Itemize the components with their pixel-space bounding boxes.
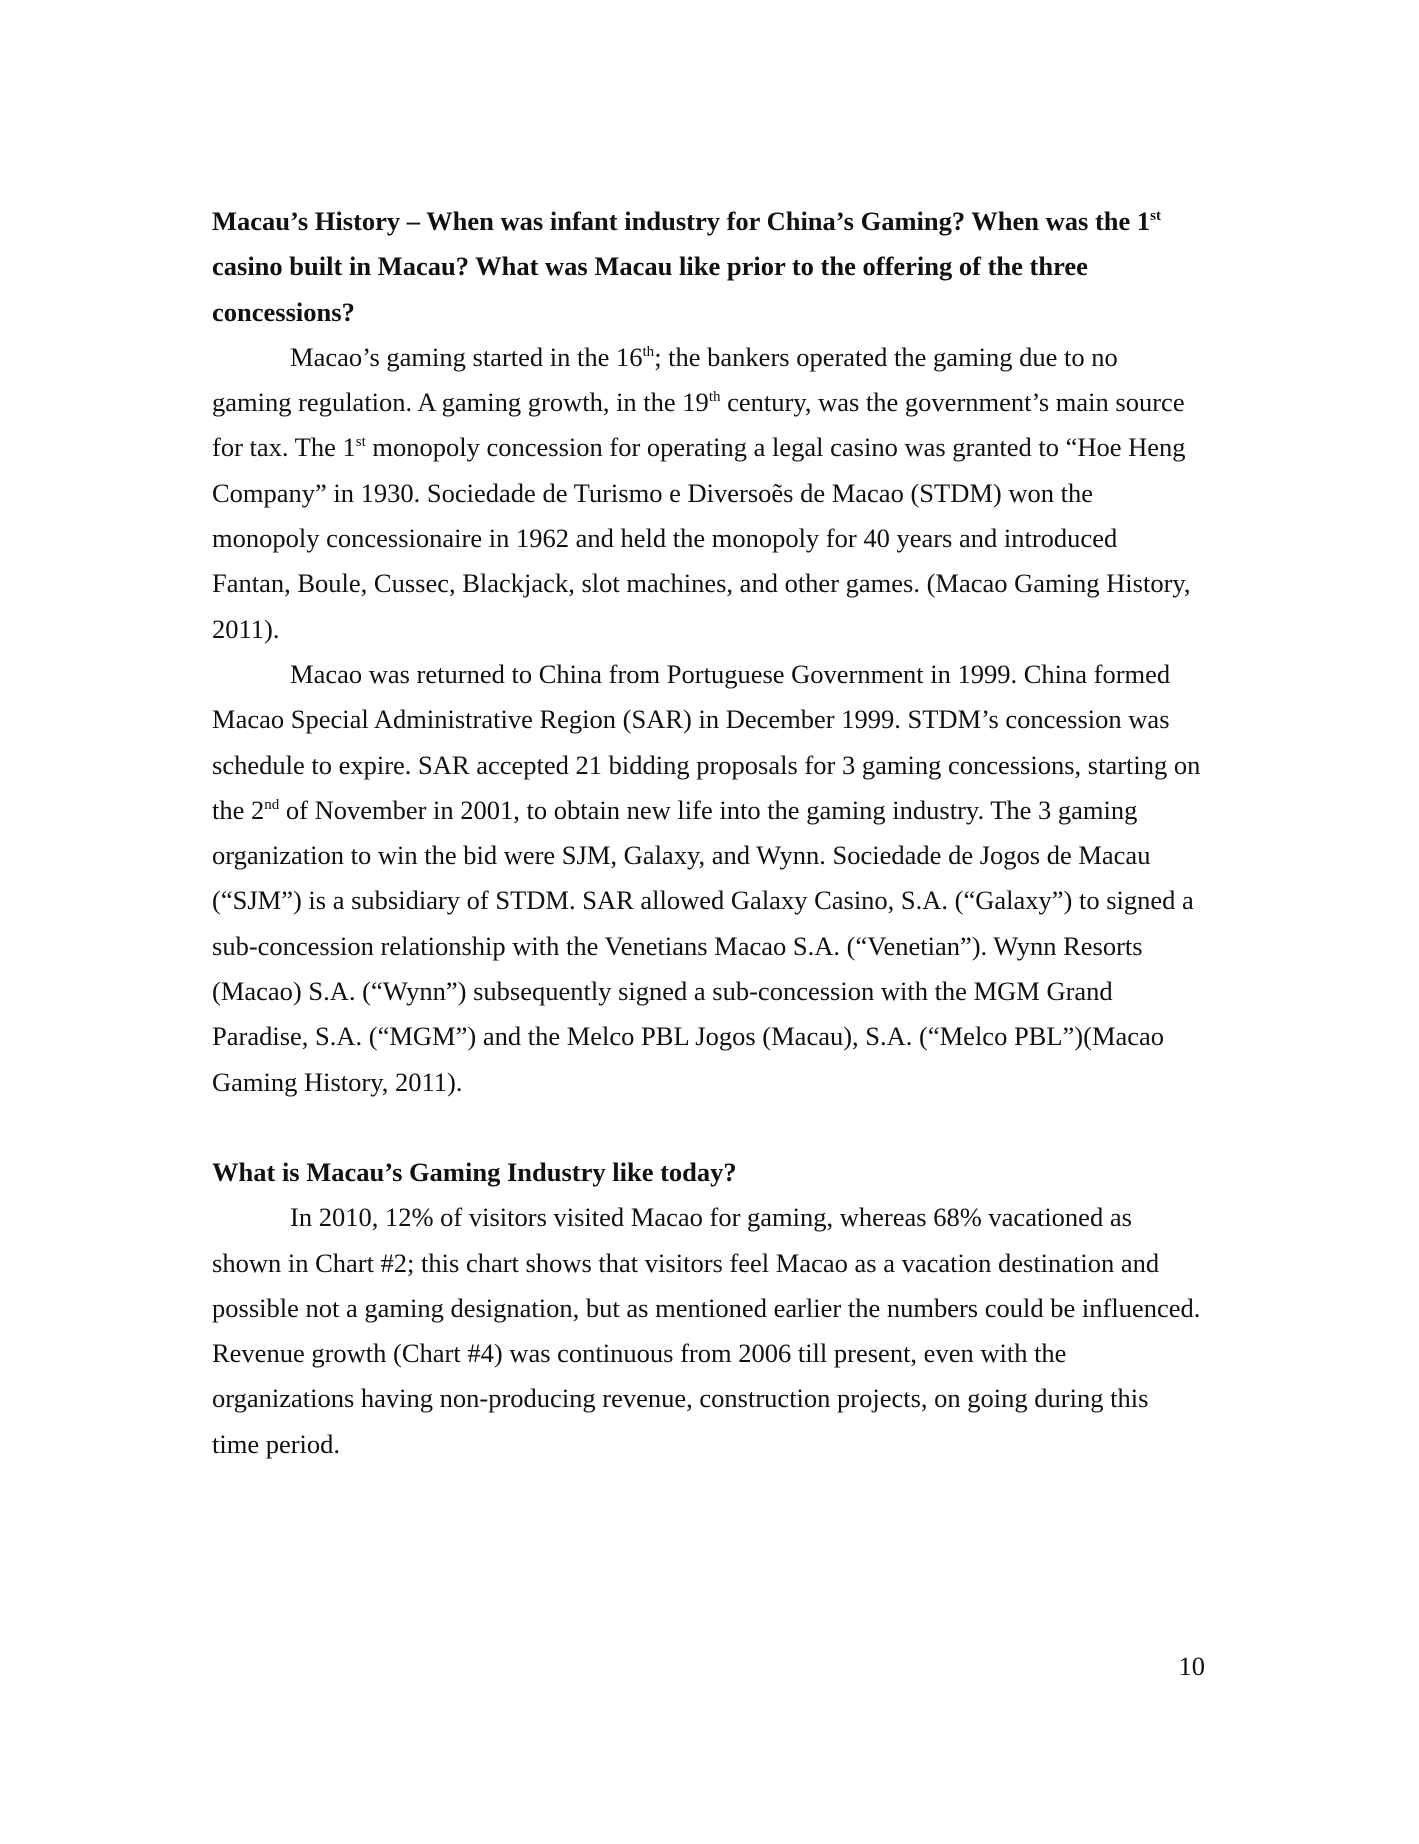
paragraph-gaming-origins xyxy=(212,335,1202,652)
heading-text-part2: casino built in Macau? What was Macau like prior to the offering of the three concessions? xyxy=(212,251,1088,327)
paragraph-text: of November in 2001, to obtain new life into the gaming industry. The 3 gaming organization to win the bid were SJM, Galaxy, and Wynn. Sociedade de Jogos de Macau (“SJM”) is a subsidiary of STDM. SAR allowed Galaxy Casino, S.A. (“Galaxy”) to signed a sub-concession relationship with the Venetians Macao S.A. (“Venetian”). Wynn Resorts (Macao) S.A. (“Wynn”) subsequently signed a sub-concession with the MGM Grand Paradise, S.A. (“MGM”) and the Melco PBL Jogos (Macau), S.A. (“Melco PBL”)(Macao Gaming History, 2011). xyxy=(212,794,1194,1097)
paragraph-handover-concessions xyxy=(212,652,1202,1105)
heading-text-part1: Macau’s History – When was infant industry for China’s Gaming? When was the 1 xyxy=(212,206,1151,236)
superscript: st xyxy=(355,434,366,451)
page-number: 10 xyxy=(1178,1651,1205,1681)
paragraph-text: century, was the government’s main source for tax. The 1 xyxy=(212,387,1185,463)
paragraph-gaming-today: In 2010, 12% of visitors visited Macao for gaming, whereas 68% vacationed as shown in Chart #2; this chart shows that visitors feel Macao as a vacation destination and possible not a gaming designation, but as mentioned earlier the numbers could be influenced. Revenue growth (Chart #4) was continuous from 2006 till present, even with the organizations having non-producing revenue, construction projects, on going during this time period. xyxy=(212,1202,1201,1459)
section-spacer xyxy=(212,1105,1202,1150)
paragraph-text: monopoly concession for operating a legal casino was granted to “Hoe Heng Company” in 1930. Sociedade de Turismo e Diversoẽs de Macao (STDM) won the monopoly concessionaire in 1962 and held the monopoly for 40 years and introduced Fantan, Boule, Cussec, Blackjack, slot machines, and other games. (Macao Gaming History, 2011). xyxy=(212,432,1191,644)
page-content xyxy=(212,199,1202,1467)
superscript: th xyxy=(708,389,721,406)
paragraph-text: ; the bankers operated the gaming due to no gaming regulation. A gaming growth, in the 19 xyxy=(212,341,1118,418)
paragraph-text: Macao was returned to China from Portuguese Government in 1999. China formed Macao Special Administrative Region (SAR) in December 1999. STDM’s concession was schedule to expire. SAR accepted 21 bidding proposals for 3 gaming concessions, starting on the 2 xyxy=(212,658,1201,825)
heading-superscript: st xyxy=(1150,208,1161,225)
superscript: th xyxy=(642,344,655,361)
section-heading-macau-history xyxy=(212,199,1202,335)
superscript: nd xyxy=(264,797,280,814)
paragraph-text: Macao’s gaming started in the 16 xyxy=(290,341,643,372)
section-heading-gaming-today: What is Macau’s Gaming Industry like today? xyxy=(212,1156,737,1187)
